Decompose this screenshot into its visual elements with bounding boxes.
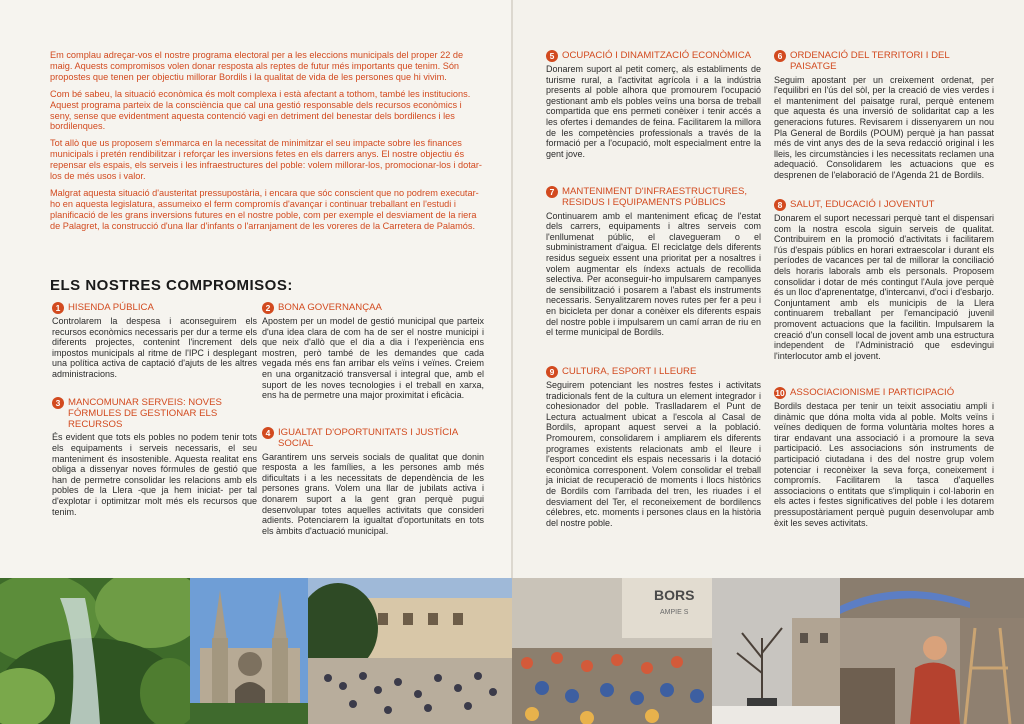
section-body: Controlarem la despesa i aconseguirem els recursos econòmics necessaris per dur a terme els diferents projectes, contenint l'increment dels impostos municipals al ritme de l'IPC i desplegant una política activa de captació d'ajuts de les altres administracions.: [52, 316, 257, 379]
section-number-badge: 4: [262, 427, 274, 439]
intro-paragraph: Tot allò que us proposem s'emmarca en la necessitat de minimitzar el seu impacte sobre les finances municipals i pretén rendibilitzar i reforçar les inversions fetes en els darrers anys. El nostre objectiu és repensar els espais, els serveis i les infraestructures del poble: volem millorar-los, promocionar-los i dotar-los de més usos i valor.: [50, 138, 482, 182]
section-number-badge: 1: [52, 302, 64, 314]
section-body: Seguim apostant per un creixement ordenat, per l'equilibri en l'ús del sòl, per la creació de vies verdes i el manteniment del paisatge rural, perquè entenem que aquesta és una inversió de solidaritat cap a les generacions futures. Revisarem i dissenyarem un nou Pla General de Bordils (POUM) perquè ja han passat més de vint anys des de la seva redacció original i les lleis, les circumstàncies i les necessitats reclamen una adequació. Consolidarem les actuacions que es desprenen de l'elaboració de l'Agenda 21 de Bordils.: [774, 74, 994, 180]
section-title: BONA GOVERNANÇAA: [278, 302, 382, 313]
section-title: MANTENIMENT D'INFRAESTRUCTURES, RESIDUS I EQUIPAMENTS PÚBLICS: [562, 186, 748, 208]
photo-snow-square: [712, 578, 840, 724]
photo-nature: [0, 578, 190, 724]
section-body: Seguirem potenciant les nostres festes i activitats tradicionals fent de la cultura un element integrador i cohesionador del poble. Traslladarem el Punt de Lectura actualment ubicat a l'escola al Casal de Bordils, apropant aquest servei a la població. Promourem, consolidarem i ampliarem els diferents programes existents relacionats amb el lleure i l'esport concedint els espais necessaris i la dotació econòmica corresponent. Volem consolidar el treball ja iniciat de recuperació de moments i llocs històrics de Bordils com l'arribada del tren, les riuades i el desviament del Ter, el reconeixement de bordilencs célebres, etc. moments i persones claus en la història del nostre poble.: [546, 380, 761, 528]
section-number-badge: 5: [546, 50, 558, 62]
banner-text: BORS: [654, 587, 695, 603]
intro-text: [50, 50, 482, 238]
banner-subtext: AMPIE S: [660, 609, 689, 616]
section-body: Bordils destaca per tenir un teixit associatiu ampli i dinàmic que dóna molta vida al poble. Molts veïns i veïnes dediquen de forma voluntària moltes hores a tirar endavant una associació i a promoure la seva participació. Les associacions són instruments de participació ciutadana i des del nostre grup volem potenciar i reconèixer la seva força, coneixement i compromís. Facilitarem la tasca d'aquelles associacions o entitats que s'impliquin i col·laborin en els actes i festes significatives del poble i les dotarem pressupostàriament perquè puguin desenvolupar amb èxit les seves activitats.: [774, 401, 994, 528]
section-manteniment: [546, 187, 761, 338]
section-title: CULTURA, ESPORT I LLEURE: [562, 366, 697, 377]
section-number-badge: 10: [775, 387, 785, 398]
section-title: ORDENACIÓ DEL TERRITORI I DEL PAISATGE: [790, 50, 950, 72]
section-number-badge: 9: [546, 366, 558, 378]
section-body: Garantirem uns serveis socials de qualitat que donin resposta a les famílies, a les persones amb més dificultats i a les necessitats de dependència de les persones grans. Volem una llar de jubilats activa i donarem suport a la gent gran perquè pugui desenvolupar totes aquelles activitats que consideri adients. Potenciarem la igualtat d'oportunitats en tots els àmbits d'actuació municipal.: [262, 451, 484, 536]
section-hisenda-publica: [52, 303, 257, 380]
section-title: SALUT, EDUCACIÓ I JOVENTUT: [790, 199, 935, 210]
photo-strip: [0, 578, 1024, 724]
section-ocupacio: [546, 51, 761, 159]
section-title: OCUPACIÓ I DINAMITZACIÓ ECONÒMICA: [562, 50, 752, 61]
photo-square-crowd: [308, 578, 512, 724]
intro-paragraph: Malgrat aquesta situació d'austeritat pressupostària, i encara que sóc conscient que no podrem executar-ho en aquesta legislatura, assumeixo el ferm compromís d'avançar i continuar treballant en l'estudi i planificació de les grans inversions futures en el nostre poble, com per exemple el desviament de la riera de Palagret, la construcció d'una llar d'infants o l'arranjament de les voreres de la Carretera de Palamós.: [50, 187, 479, 231]
section-body: Apostem per un model de gestió municipal que parteix d'una idea clara de com ha de ser el nostre municipi i que neix d'allò que el dia a dia i l'experiència ens mostren, però també de les demandes que cada vegada més ens fan arribar els veïns i veïnes. Creiem en una organització transversal i integral que, amb el suport de les noves tecnologies i el treball en xarxa, ens ha de permetre una major proximitat i eficàcia.: [262, 316, 484, 401]
photo-painter: [840, 578, 1024, 724]
photo-event-audience: [512, 578, 712, 724]
section-number-badge: 8: [774, 199, 786, 211]
section-mancomunar-serveis: [52, 398, 257, 517]
section-number-badge: 2: [262, 302, 274, 314]
section-associacionisme: [774, 388, 994, 528]
section-title: IGUALTAT D'OPORTUNITATS I JUSTÍCIA SOCIAL: [278, 427, 458, 449]
section-title: MANCOMUNAR SERVEIS: NOVES FÓRMULES DE GESTIONAR ELS RECURSOS: [68, 397, 222, 430]
section-body: Donarem el suport necessari perquè tant el dispensari com la nostra escola siguin serveis de qualitat. Contribuirem en la promoció d'activitats i facilitarem l'ús d'espais públics en horari extraescolar i durant els períodes de vacances per tal de millorar la conciliació dels horaris laborals amb els personals. Proposem consolidar i dotar de més contingut l'Aula jove perquè és un lloc d'aprenentatge, d'intercanvi, d'oci i d'esbarjo. Conjuntament amb els municipis de la Llera continuarem treballant per l'emancipació juvenil promovent actuacions que la facilitin. Impulsarem la creació d'un consell local de jovent amb una estructura independent de l'Administració que esdevingui l'interlocutor amb el jovent.: [774, 213, 994, 361]
section-body: És evident que tots els pobles no podem tenir tots els equipaments i serveis necessaris, el seu manteniment és insostenible. Aquesta realitat ens obliga a dissenyar noves fórmules de gestió que han de permetre consolidar les relacions amb els pobles de la Llera -que ja hem iniciat- per tal d'explotar i optimitzar molt més els recursos que tenim.: [52, 432, 257, 517]
section-title: HISENDA PÚBLICA: [68, 302, 154, 313]
page-title: ELS NOSTRES COMPROMISOS:: [50, 277, 293, 294]
intro-paragraph: Com bé sabeu, la situació econòmica és molt complexa i està afectant a tothom, també les institucions. Aquest programa parteix de la consciència que cal una gestió responsable dels recursos econòmics i seny, sense que evidentment aquesta contenció vagi en detriment del benestar dels bordilencs i les bordilenques.: [50, 88, 471, 132]
section-number-badge: 6: [774, 50, 786, 62]
section-ordenacio-territori: [774, 51, 994, 181]
section-cultura-esport: [546, 367, 761, 528]
section-number-badge: 7: [546, 186, 558, 198]
section-number-badge: 3: [52, 397, 64, 409]
section-title: ASSOCIACIONISME I PARTICIPACIÓ: [790, 387, 955, 398]
photo-church: [190, 578, 308, 724]
section-body: Continuarem amb el manteniment eficaç de l'estat dels carrers, equipaments i altres serveis com l'enllumenat públic, el clavegueram o el subministrament d'aigua. El reciclatge dels diferents residus segueix essent una prioritat per a nosaltres i volem augmentar els índexs actuals de recollida selectiva. Per aconseguir-ho impulsarem campanyes de sensibilització i posarem a l'abast els instruments necessaris. Senyalitzarem noves rutes per fer a peu i en bicicleta per donar a conèixer els diferents espais del nostre poble i impulsarem un camí arran de riu en el terme municipal de Bordils.: [546, 210, 761, 338]
intro-paragraph: Em complau adreçar-vos el nostre programa electoral per a les eleccions municipals del proper 22 de maig. Aquests compromisos volen donar resposta als reptes de futur més importants que tenim. Són propostes que tenen per objectiu millorar Bordils i la qualitat de vida de les persones que hi vivim.: [50, 50, 464, 82]
section-bona-governanca: [262, 303, 484, 401]
section-body: Donarem suport al petit comerç, als establiments de turisme rural, a l'activitat agrícola i a la indústria presents al poble alhora que promourem l'ocupació gestionant amb els pobles veïns una borsa de treball compartida que ens permeti conèixer i tenir accés a les ofertes i demandes de feina. Facilitarem la millora de les competències professionals a través de la formació per a l'ocupació, molt especialment entre la gent jove.: [546, 64, 761, 159]
section-igualtat-oportunitats: [262, 428, 484, 536]
section-salut-educacio: [774, 200, 994, 361]
